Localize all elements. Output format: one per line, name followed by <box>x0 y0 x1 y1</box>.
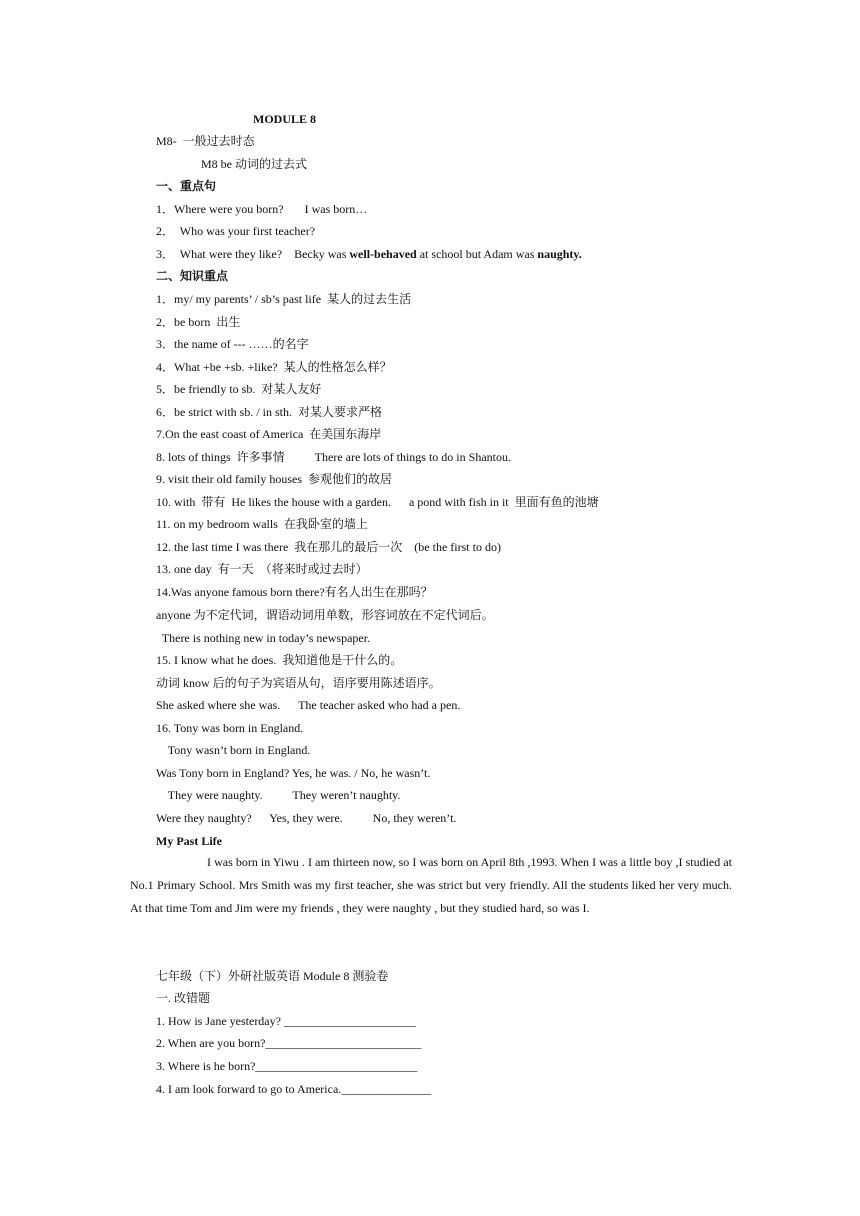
knowledge-line: 11. on my bedroom walls 在我卧室的墙上 <box>156 517 368 531</box>
test-section-correction: 一. 改错题 <box>156 991 211 1005</box>
test-question: 1. How is Jane yesterday? ______________________ <box>156 1014 416 1028</box>
key-sentence-3-part-a: 3． What were they like? Becky was <box>156 247 350 261</box>
knowledge-line: Were they naughty? Yes, they were. No, they weren’t. <box>156 811 457 825</box>
key-sentence-1: 1．Where were you born? I was born… <box>156 202 368 216</box>
knowledge-line: Tony wasn’t born in England. <box>156 743 311 757</box>
key-sentence-3 <box>156 246 582 262</box>
knowledge-line: She asked where she was. The teacher asked who had a pen. <box>156 698 461 712</box>
knowledge-line: 13. one day 有一天 （将来时或过去时） <box>156 562 368 576</box>
key-sentence-3-part-c: at school but Adam was <box>416 247 538 261</box>
knowledge-line: They were naughty. They weren’t naughty. <box>156 788 401 802</box>
knowledge-line: 2．be born 出生 <box>156 315 241 329</box>
section-key-sentences: 一、重点句 <box>156 179 217 193</box>
knowledge-line: 3．the name of --- ……的名字 <box>156 337 309 351</box>
knowledge-line: 16. Tony was born in England. <box>156 721 304 735</box>
key-sentence-3-bold-2: naughty. <box>537 247 582 261</box>
test-question: 2. When are you born?__________________________ <box>156 1036 422 1050</box>
section-knowledge-points: 二、知识重点 <box>156 269 229 283</box>
knowledge-line: 9. visit their old family houses 参观他们的故居 <box>156 472 392 486</box>
knowledge-line: 12. the last time I was there 我在那儿的最后一次 (be the first to do) <box>156 540 501 554</box>
knowledge-line: 10. with 带有 He likes the house with a garden. a pond with fish in it 里面有鱼的池塘 <box>156 495 599 509</box>
subtitle-tense: M8- 一般过去时态 <box>156 134 255 148</box>
knowledge-line: 14.Was anyone famous born there?有名人出生在那吗？ <box>156 585 433 599</box>
story-title: My Past Life <box>156 834 222 848</box>
knowledge-line: 15. I know what he does. 我知道他是干什么的。 <box>156 653 403 667</box>
subtitle-be-verb: M8 be 动词的过去式 <box>201 157 307 171</box>
knowledge-line: 8. lots of things 许多事情 There are lots of things to do in Shantou. <box>156 450 511 464</box>
knowledge-line: anyone 为不定代词，谓语动词用单数，形容词放在不定代词后。 <box>156 608 494 622</box>
knowledge-line: 1．my/ my parents’ / sb’s past life 某人的过去生活 <box>156 292 412 306</box>
test-question: 4. I am look forward to go to America._______________ <box>156 1082 432 1096</box>
knowledge-line: 5．be friendly to sb. 对某人友好 <box>156 382 322 396</box>
knowledge-line: There is nothing new in today’s newspaper. <box>156 631 371 645</box>
key-sentence-3-bold-1: well-behaved <box>349 247 417 261</box>
key-sentence-2: 2． Who was your first teacher? <box>156 224 316 238</box>
test-title: 七年级（下）外研社版英语 Module 8 测验卷 <box>156 969 389 983</box>
test-question: 3. Where is he born?___________________________ <box>156 1059 418 1073</box>
story-paragraph: I was born in Yiwu . I am thirteen now, so I was born on April 8th ,1993. When I was a little boy ,I studied at No.1 Primary School. Mrs Smith was my first teacher, she was strict but very friendly. All the students liked her very much. At that time Tom and Jim were my friends , they were naughty , but they studied hard, so was I. <box>130 855 732 915</box>
knowledge-line: 7.On the east coast of America 在美国东海岸 <box>156 427 382 441</box>
knowledge-line: Was Tony born in England? Yes, he was. / No, he wasn’t. <box>156 766 431 780</box>
knowledge-line: 动词 know 后的句子为宾语从句，语序要用陈述语序。 <box>156 676 441 690</box>
knowledge-line: 4．What +be +sb. +like? 某人的性格怎么样？ <box>156 360 392 374</box>
knowledge-line: 6．be strict with sb. / in sth. 对某人要求严格 <box>156 405 382 419</box>
module-title: MODULE 8 <box>253 112 316 126</box>
